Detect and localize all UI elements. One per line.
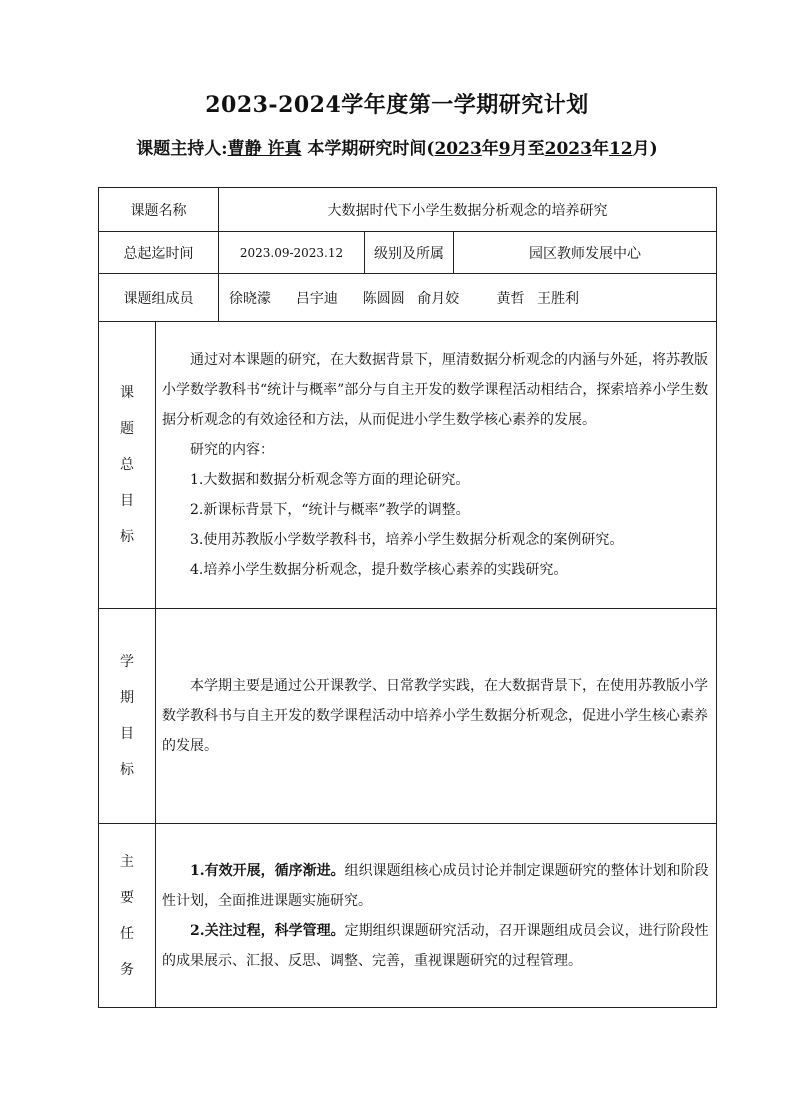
host-label: 课题主持人: [136, 139, 228, 159]
task-text: 组织课题组核心成员讨论并制定课题研究的整体计划和阶段性计划，全面推进课题实施研究。 [162, 862, 709, 909]
task-item [162, 916, 710, 976]
table-row [99, 824, 717, 1008]
year-char: 年 [481, 139, 499, 159]
table-row [99, 322, 717, 609]
level-value: 园区教师发展中心 [454, 232, 717, 274]
task-content [156, 824, 717, 1008]
content-item: 2.新课标背景下，“统计与概率”教学的调整。 [190, 502, 470, 518]
period-value: 2023.09-2023.12 [219, 232, 365, 274]
members-value: 徐晓濛 吕宇迪 陈圆圆 俞月姣 黄哲 王胜利 [219, 274, 717, 322]
topic-name-value: 大数据时代下小学生数据分析观念的培养研究 [219, 188, 717, 232]
start-year: 2023 [434, 139, 482, 159]
level-label: 级别及所属 [365, 232, 454, 274]
task-item [162, 856, 710, 916]
table-row [99, 232, 717, 274]
content-item: 1.大数据和数据分析观念等方面的理论研究。 [190, 472, 470, 488]
year-char: 年 [591, 139, 609, 159]
topic-name-label: 课题名称 [99, 188, 219, 232]
term-content [156, 609, 717, 824]
goal-label: 课 题 总 目 标 [99, 322, 156, 609]
task-label: 主 要 任 务 [99, 824, 156, 1008]
plan-table [98, 187, 717, 1008]
month-to: 月至 [510, 139, 545, 159]
term-label: 学 期 目 标 [99, 609, 156, 824]
subtitle [0, 134, 794, 159]
table-row [99, 274, 717, 322]
time-label: 本学期研究时间( [307, 139, 435, 159]
task-heading: 2.关注过程，科学管理。 [190, 922, 345, 939]
host-names: 曹静 许真 [227, 139, 302, 159]
content-heading: 研究的内容： [190, 442, 274, 458]
month-close: 月) [632, 139, 658, 159]
content-item: 4.培养小学生数据分析观念，提升数学核心素养的实践研究。 [190, 562, 568, 578]
table-row [99, 188, 717, 232]
term-text: 本学期主要是通过公开课教学、日常教学实践，在大数据背景下，在使用苏教版小学数学教科书与自主开发的数学课程活动中培养小学生数据分析观念，促进小学生核心素养的发展。 [162, 678, 708, 754]
goal-text: 通过对本课题的研究，在大数据背景下，厘清数据分析观念的内涵与外延，将苏教版小学数学教科书“统计与概率”部分与自主开发的数学课程活动相结合，探索培养小学生数据分析观念的有效途径和方法，从而促进小学生数学核心素养的发展。 [162, 352, 709, 428]
end-year: 2023 [544, 139, 592, 159]
members-label: 课题组成员 [99, 274, 219, 322]
table-row [99, 609, 717, 824]
task-text: 定期组织课题研究活动，召开课题组成员会议，进行阶段性的成果展示、汇报、反思、调整、完善，重视课题研究的过程管理。 [162, 922, 709, 969]
end-month: 12 [608, 139, 633, 159]
page-title: 2023-2024学年度第一学期研究计划 [205, 92, 589, 118]
start-month: 9 [498, 139, 511, 159]
content-item: 3.使用苏教版小学数学教科书，培养小学生数据分析观念的案例研究。 [190, 532, 624, 548]
goal-content [156, 322, 717, 609]
period-label: 总起迄时间 [99, 232, 219, 274]
task-heading: 1.有效开展，循序渐进。 [190, 862, 345, 879]
